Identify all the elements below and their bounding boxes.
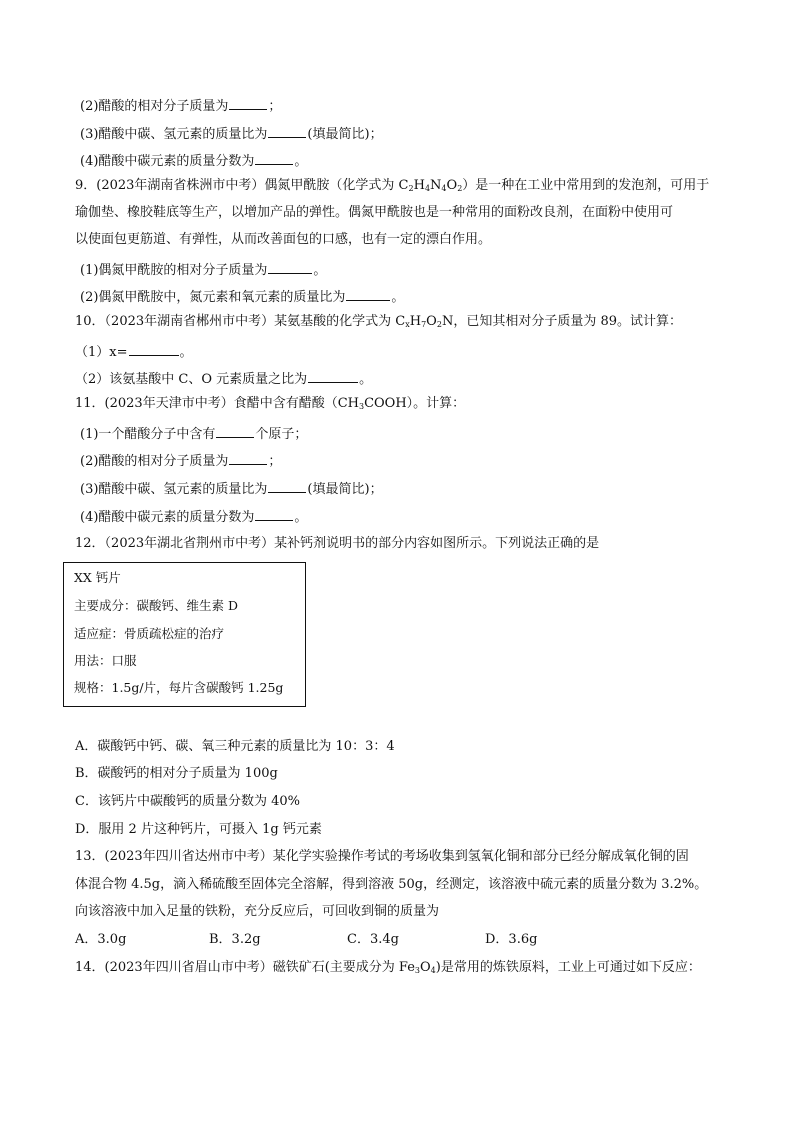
q8-sub3: (3)醋酸中碳、氢元素的质量比为 (填最简比)； (80, 123, 750, 144)
q10-stem: 10．（2023年湖南省郴州市中考）某氨基酸的化学式为 $C_xH_7O_2N$，已知其相对分子质量为 89。试计算： (75, 314, 682, 329)
label-line-usage: 用法：口服 (74, 653, 137, 668)
q10-sub2: （2）该氨基酸中 C、O 元素质量之比为 。 (75, 368, 745, 389)
q10-sub1: （1）x= 。 (75, 341, 745, 362)
label-line-name: XX 钙片 (74, 570, 121, 585)
q13-option-c[interactable]: C．3.4g (347, 932, 399, 947)
label-line-ingredients: 主要成分：碳酸钙、维生素 D (74, 598, 238, 613)
q8-sub2: (2)醋酸的相对分子质量为 ； (80, 95, 750, 116)
q14-stem: 14．(2023年四川省眉山市中考）磁铁矿石(主要成分为 $Fe_3O_4$)是常用的炼铁原料，工业上可通过如下反应： (75, 960, 701, 975)
q13-option-b[interactable]: B．3.2g (209, 932, 261, 947)
label-line-specification: 规格：1.5g/片，每片含碳酸钙 1.25g (74, 680, 284, 695)
q12-option-a[interactable]: A．碳酸钙中钙、碳、氧三种元素的质量比为 10：3：4 (75, 739, 395, 754)
q12-stem: 12．（2023年湖北省荆州市中考）某补钙剂说明书的部分内容如图所示。下列说法正确的是 (75, 536, 600, 551)
answer-blank[interactable] (268, 259, 312, 274)
answer-blank[interactable] (255, 506, 293, 521)
answer-blank[interactable] (216, 423, 254, 438)
q13-stem-line2: 体混合物 4.5g，滴入稀硫酸至固体完全溶解，得到溶液 50g，经测定，该溶液中硫元素的质量分数为 3.2%。 (75, 877, 708, 892)
answer-blank[interactable] (268, 123, 306, 138)
q9-sub1: (1)偶氮甲酰胺的相对分子质量为 。 (80, 259, 750, 280)
q9-stem-line3: 以使面包更筋道、有弹性，从而改善面包的口感，也有一定的漂白作用。 (75, 232, 492, 247)
answer-blank[interactable] (229, 95, 267, 110)
answer-blank[interactable] (255, 150, 293, 165)
q13-stem-line1: 13．(2023年四川省达州市中考）某化学实验操作考试的考场收集到氢氧化铜和部分已经分解成氧化铜的固 (75, 849, 689, 864)
q9-sub2: (2)偶氮甲酰胺中，氮元素和氧元素的质量比为 。 (80, 286, 750, 307)
q12-option-c[interactable]: C．该钙片中碳酸钙的质量分数为 40% (75, 794, 300, 809)
q12-option-d[interactable]: D．服用 2 片这种钙片，可摄入 1g 钙元素 (75, 822, 322, 837)
q12-option-b[interactable]: B．碳酸钙的相对分子质量为 100g (75, 766, 278, 781)
q11-sub2: (2)醋酸的相对分子质量为 ； (80, 450, 750, 471)
q13-option-a[interactable]: A．3.0g (75, 932, 127, 947)
q11-sub4: (4)醋酸中碳元素的质量分数为 。 (80, 506, 750, 527)
q9-stem-line1: 9．(2023年湖南省株洲市中考）偶氮甲酰胺（化学式为 $C_2H_4N_4O_2$）是一种在工业中常用到的发泡剂，可用于 (75, 178, 710, 193)
answer-blank[interactable] (308, 368, 358, 383)
q13-stem-line3: 向该溶液中加入足量的铁粉，充分反应后，可回收到铜的质量为 (75, 904, 440, 919)
answer-blank[interactable] (268, 478, 306, 493)
answer-blank[interactable] (129, 341, 179, 356)
answer-blank[interactable] (346, 286, 390, 301)
q11-sub1: (1)一个醋酸分子中含有 个原子； (80, 423, 750, 444)
q11-stem: 11．(2023年天津市中考）食醋中含有醋酸$(CH_3COOH)$。计算： (75, 396, 466, 411)
q13-option-d[interactable]: D．3.6g (485, 932, 538, 947)
q11-sub3: (3)醋酸中碳、氢元素的质量比为 (填最简比)； (80, 478, 750, 499)
calcium-tablet-label-box (63, 562, 306, 707)
q9-stem-line2: 瑜伽垫、橡胶鞋底等生产，以增加产品的弹性。偶氮甲酰胺也是一种常用的面粉改良剂，在面粉中使用可 (75, 205, 674, 220)
q8-sub4: (4)醋酸中碳元素的质量分数为 。 (80, 150, 750, 171)
label-line-indication: 适应症：骨质疏松症的治疗 (74, 626, 225, 641)
answer-blank[interactable] (229, 450, 267, 465)
